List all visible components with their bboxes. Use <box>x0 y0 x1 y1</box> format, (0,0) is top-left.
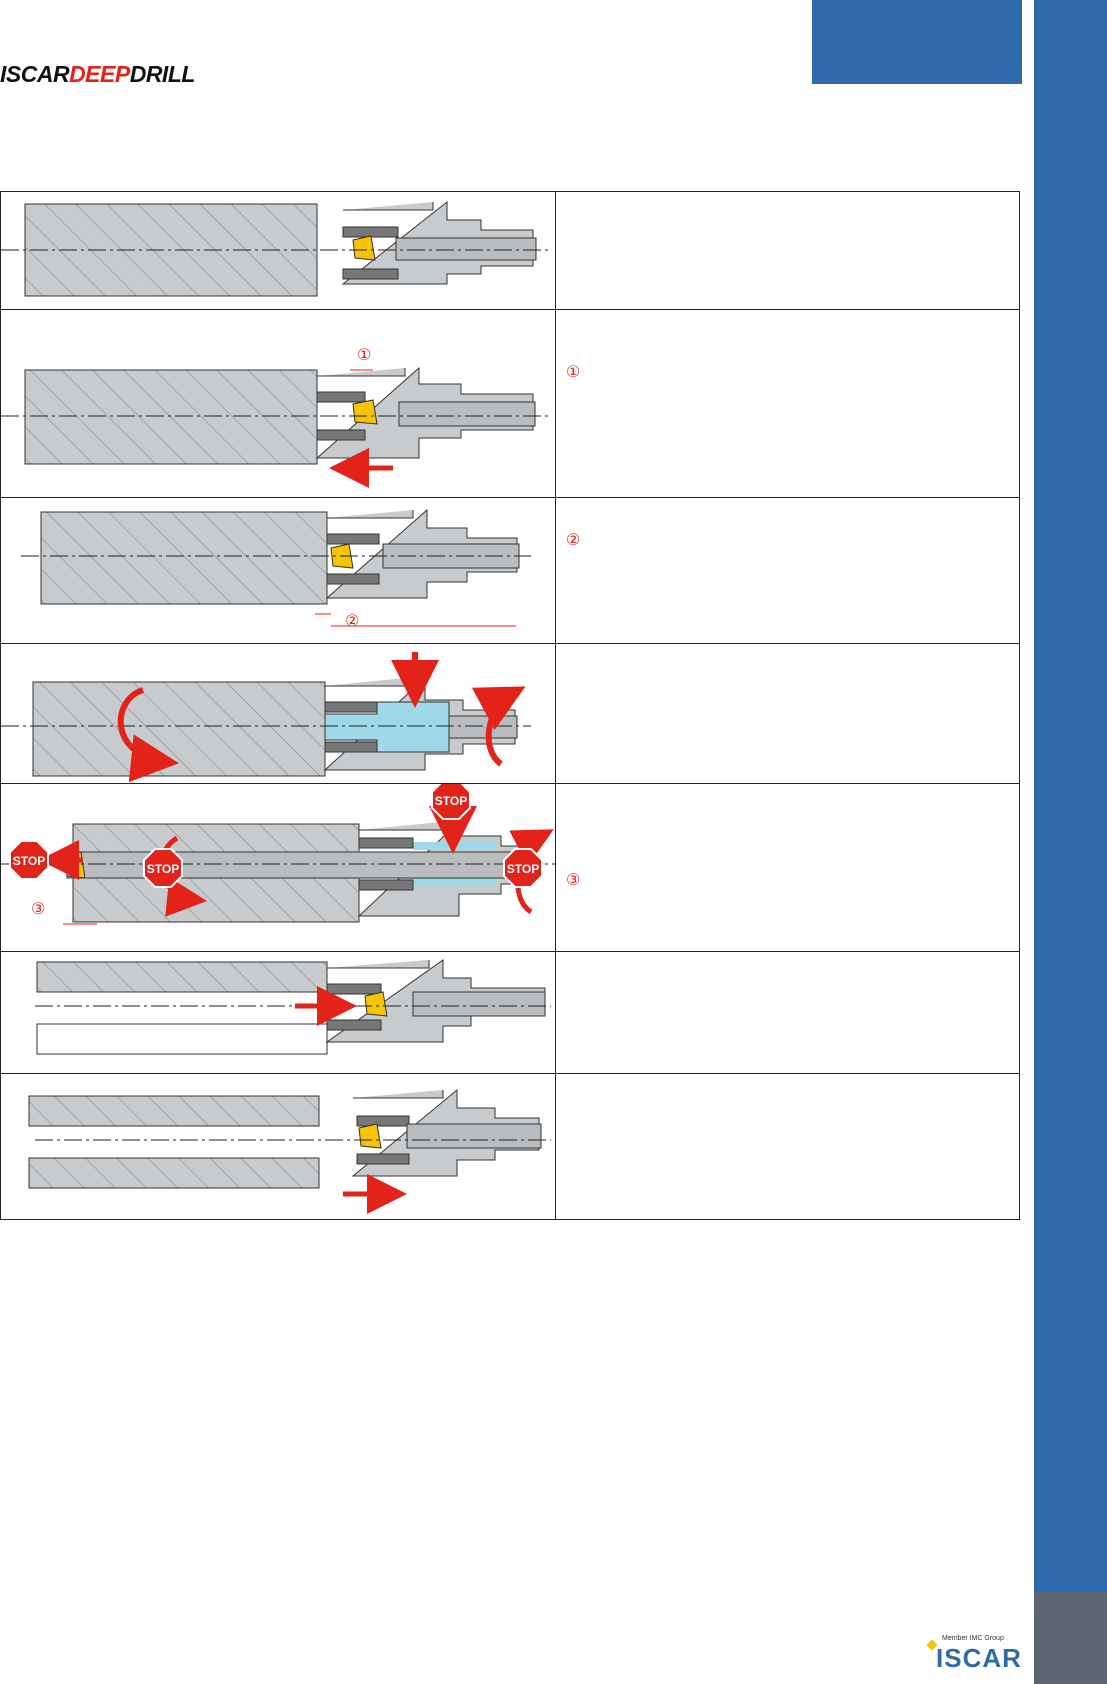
drill-approach-figure <box>1 192 556 310</box>
iscar-imc-logo <box>926 1635 1026 1675</box>
step-row-7 <box>1 1074 1019 1219</box>
stop-sign-icon <box>10 841 48 879</box>
workpiece <box>33 682 325 776</box>
step-3-diagram <box>1 498 556 643</box>
step-7-diagram <box>1 1074 556 1219</box>
step-row-3 <box>1 498 1019 644</box>
process-steps-table <box>0 191 1020 1220</box>
step-row-1 <box>1 192 1019 310</box>
feed-in-figure <box>1 310 556 498</box>
cutting-insert <box>353 400 377 424</box>
step-2-text <box>557 310 1019 497</box>
step-2-diagram <box>1 310 556 497</box>
side-band <box>1034 0 1107 1684</box>
bush-contact-figure <box>1 498 556 644</box>
warning-callout-icon: ③ <box>566 872 581 889</box>
retract-figure <box>1 952 556 1074</box>
cutting-insert <box>359 1124 381 1148</box>
drill-shank <box>396 238 536 260</box>
iscar-wordmark: ISCAR <box>936 1643 1022 1673</box>
brand-word-iscar: ISCAR <box>0 61 70 87</box>
step-7-text <box>557 1074 1019 1219</box>
callout-3-label: ③ <box>31 899 46 918</box>
cutting-insert <box>65 852 85 878</box>
workpiece <box>41 512 327 604</box>
step-6-diagram <box>1 952 556 1073</box>
drill-tube <box>67 852 521 878</box>
drill-shank <box>407 1124 541 1148</box>
svg-text:STOP: STOP <box>434 794 468 808</box>
brand-word-drill: DRILL <box>129 61 195 87</box>
drill-shank <box>449 716 517 738</box>
step-3-text <box>557 498 1019 643</box>
coolant-chamber <box>413 842 495 850</box>
cutting-insert <box>365 992 387 1016</box>
step-4-text <box>557 644 1019 783</box>
step-5-diagram <box>1 784 556 951</box>
workpiece-upper <box>37 962 327 992</box>
drill-shank <box>413 992 545 1016</box>
exit-figure <box>1 1074 556 1219</box>
step-4-diagram <box>1 644 556 783</box>
svg-text:STOP: STOP <box>12 854 46 868</box>
brand-word-deep: DEEP <box>69 61 130 87</box>
drill-shank <box>399 402 535 426</box>
svg-text:STOP: STOP <box>506 862 540 876</box>
workpiece <box>25 370 317 464</box>
step-row-4 <box>1 644 1019 784</box>
step-row-6 <box>1 952 1019 1074</box>
warning-callout-icon: ② <box>566 532 581 549</box>
header-tab <box>812 0 1022 84</box>
step-row-2 <box>1 310 1019 498</box>
callout-1-label: ① <box>357 345 372 364</box>
stop-sequence-figure <box>1 784 556 952</box>
stop-sign-icon <box>432 784 470 819</box>
step-1-diagram <box>1 192 556 309</box>
coolant-rotation-figure <box>1 644 556 784</box>
stop-sign-icon <box>504 849 542 887</box>
warning-callout-icon: ① <box>566 364 581 381</box>
svg-text:STOP: STOP <box>146 862 180 876</box>
step-row-5 <box>1 784 1019 952</box>
step-5-text <box>557 784 1019 951</box>
side-band-footer <box>1034 1592 1107 1684</box>
workpiece-lower <box>29 1158 319 1188</box>
stop-sign-icon <box>144 849 182 887</box>
cutting-insert <box>353 236 375 260</box>
imc-tagline: Member IMC Group <box>942 1635 1004 1642</box>
step-1-text <box>557 192 1019 309</box>
workpiece-lower <box>37 1024 327 1054</box>
workpiece-upper <box>29 1096 319 1126</box>
callout-2-label: ② <box>345 611 360 630</box>
step-6-text <box>557 952 1019 1073</box>
brand-logo <box>0 62 210 86</box>
